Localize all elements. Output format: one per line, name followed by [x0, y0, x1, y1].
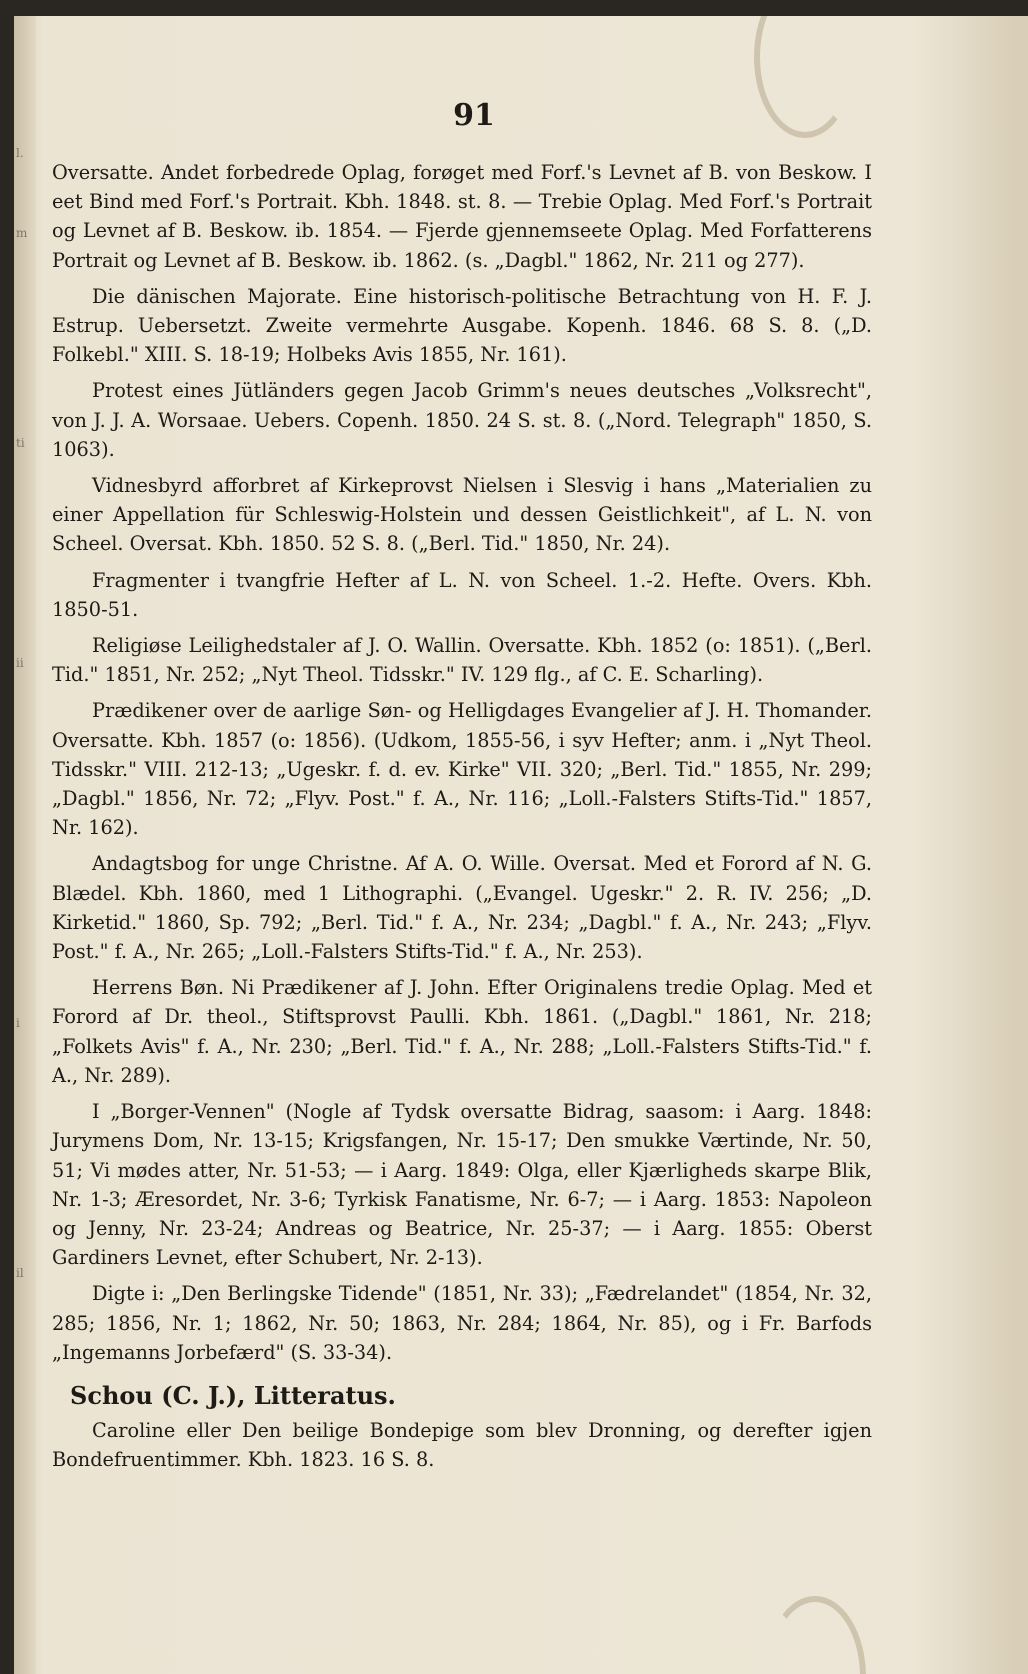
- bleed-text: ti: [16, 436, 25, 450]
- entry-protest: Protest eines Jütländers gegen Jacob Grimm's neues deutsches „Volksrecht", von J. J. A. Worsaae. Uebers. Copenh. 1850. 24 S. st. 8. („Nord. Telegraph" 1850, S. 1063).: [52, 379, 872, 461]
- entry-religiose: Religiøse Leilighedstaler af J. O. Wallin. Oversatte. Kbh. 1852 (o: 1851). („Berl. Tid." 1851, Nr. 252; „Nyt Theol. Tidsskr." IV. 129 flg., af C. E. Scharling).: [52, 634, 872, 687]
- page-number: 91: [453, 98, 495, 133]
- bleed-text: m: [16, 226, 28, 240]
- entry-herrens: Herrens Bøn. Ni Prædikener af J. John. Efter Originalens tredie Oplag. Med et Forord af Dr. theol., Stiftsprovst Paulli. Kbh. 1861. („Dagbl." 1861, Nr. 218; „Folkets Avis" f. A., Nr. 230; „Berl. Tid." f. A., Nr. 288; „Loll.-Falsters Stifts-Tid." f. A., Nr. 289).: [52, 976, 872, 1087]
- entry-continuation: Oversatte. Andet forbedrede Oplag, forøget med Forf.'s Levnet af B. von Beskow. I eet Bind med Forf.'s Portrait. Kbh. 1848. st. 8. — Trebie Oplag. Med Forf.'s Portrait og Levnet af B. Beskow. ib. 1854. — Fjerde gjennemseete Oplag. Med Forfatterens Portrait og Levnet af B. Beskow. ib. 1862. (s. „Dagbl." 1862, Nr. 211 og 277).: [52, 161, 872, 272]
- entry-andagtsbog: Andagtsbog for unge Christne. Af A. O. Wille. Oversat. Med et Forord af N. G. Blædel. Kbh. 1860, med 1 Lithographi. („Evangel. Ugeskr." 2. R. IV. 256; „D. Kirketid." 1860, Sp. 792; „Berl. Tid." f. A., Nr. 234; „Dagbl." f. A., Nr. 243; „Flyv. Post." f. A., Nr. 265; „Loll.-Falsters Stifts-Tid." f. A., Nr. 253).: [52, 852, 872, 964]
- entry-fragmenter: Fragmenter i tvangfrie Hefter af L. N. von Scheel. 1.-2. Hefte. Overs. Kbh. 1850-51.: [52, 568, 872, 621]
- entry-digte: Digte i: „Den Berlingske Tidende" (1851, Nr. 33); „Fædrelandet" (1854, Nr. 32, 285; 1856, Nr. 1; 1862, Nr. 50; 1863, Nr. 284; 1864, Nr. 85), og i Fr. Barfods „Ingemanns Jorbefærd" (S. 33-34).: [52, 1282, 872, 1364]
- page-curl-bottom: [764, 1596, 866, 1674]
- entry-caroline: Caroline eller Den beilige Bondepige som blev Dronning, og derefter igjen Bondefruentimmer. Kbh. 1823. 16 S. 8.: [52, 1419, 872, 1472]
- bleed-text: ii: [16, 656, 24, 670]
- bleed-text: il: [16, 1266, 24, 1280]
- entry-vidnesbyrd: Vidnesbyrd afforbret af Kirkeprovst Nielsen i Slesvig i hans „Materialien zu einer Appellation für Schleswig-Holstein und dessen Geistlichkeit", af L. N. von Scheel. Oversat. Kbh. 1850. 52 S. 8. („Berl. Tid." 1850, Nr. 24).: [52, 474, 872, 556]
- bleed-text: l.: [16, 146, 24, 160]
- page-text: [52, 158, 872, 1482]
- author-heading: Schou (C. J.), Litteratus.: [70, 1380, 396, 1410]
- entry-majorate: Die dänischen Majorate. Eine historisch-politische Betrachtung von H. F. J. Estrup. Uebersetzt. Zweite vermehrte Ausgabe. Kopenh. 1846. 68 S. 8. („D. Folkebl." XIII. S. 18-19; Holbeks Avis 1855, Nr. 161).: [52, 284, 872, 367]
- entry-praedikener: Prædikener over de aarlige Søn- og Helligdages Evangelier af J. H. Thomander. Oversatte. Kbh. 1857 (o: 1856). (Udkom, 1855-56, i syv Hefter; anm. i „Nyt Theol. Tidsskr." VIII. 212-13; „Ugeskr. f. d. ev. Kirke" VII. 320; „Berl. Tid." 1855, Nr. 299; „Dagbl." 1856, Nr. 72; „Flyv. Post." f. A., Nr. 116; „Loll.-Falsters Stifts-Tid." 1857, Nr. 162).: [52, 699, 872, 840]
- entry-borger: I „Borger-Vennen" (Nogle af Tydsk oversatte Bidrag, saasom: i Aarg. 1848: Jurymens Dom, Nr. 13-15; Krigsfangen, Nr. 15-17; Den smukke Værtinde, Nr. 50, 51; Vi mødes atter, Nr. 51-53; — i Aarg. 1849: Olga, eller Kjærligheds skarpe Blik, Nr. 1-3; Æresordet, Nr. 3-6; Tyrkisk Fanatisme, Nr. 6-7; — i Aarg. 1853: Napoleon og Jenny, Nr. 23-24; Andreas og Beatrice, Nr. 25-37; — i Aarg. 1855: Oberst Gardiners Levnet, efter Schubert, Nr. 2-13).: [52, 1100, 872, 1270]
- bleed-text: i: [16, 1016, 20, 1030]
- gutter-shadow: [14, 16, 36, 1674]
- book-page: [14, 16, 1028, 1674]
